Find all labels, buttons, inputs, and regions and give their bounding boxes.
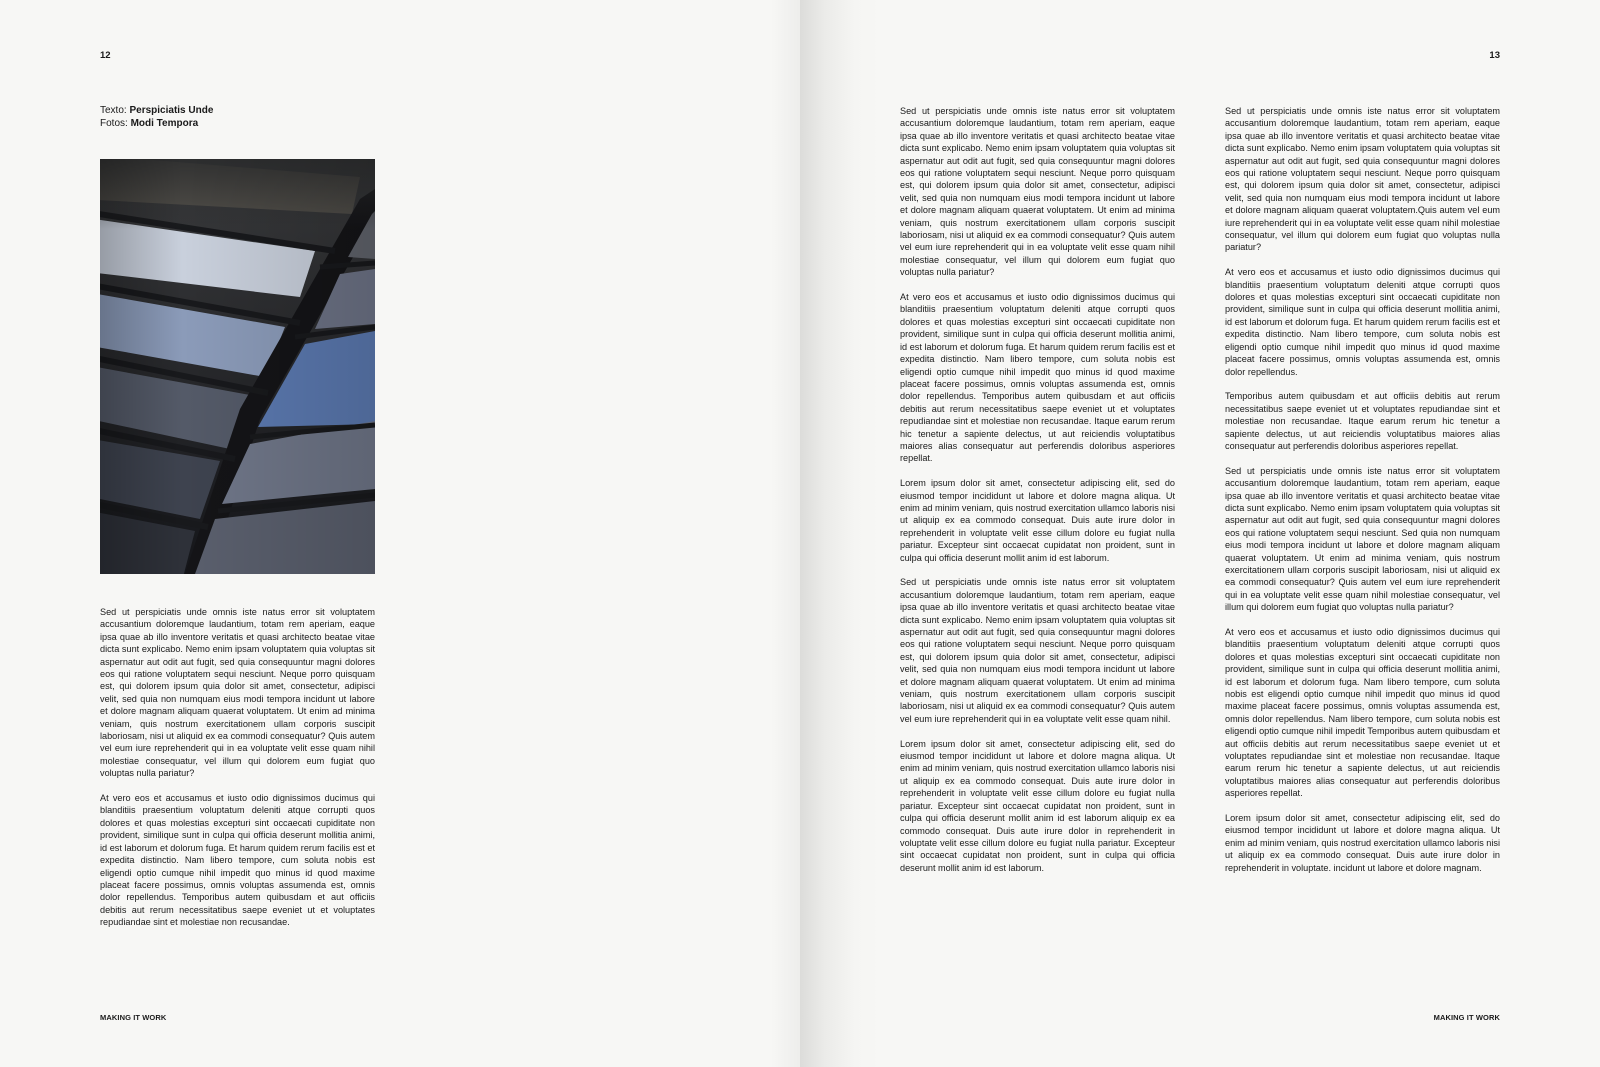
paragraph: Lorem ipsum dolor sit amet, consectetur adipiscing elit, sed do eiusmod tempor incididunt ut labore et dolore magna aliqua. Ut enim ad minim veniam, quis nostrud exercitation ullamco laboris nisi ut aliquip ex ea commodo consequat. Duis aute irure dolor in reprehenderit in voluptate velit esse cillum dolore eu fugiat nulla pariatur. Excepteur sint occaecat cupidatat non proident, sunt in culpa qui officia deserunt mollit anim id est laborum.: [900, 478, 1175, 563]
photo-credit-author: Modi Tempora: [130, 117, 199, 129]
text-credit: [100, 105, 213, 118]
paragraph: At vero eos et accusamus et iusto odio dignissimos ducimus qui blanditiis praesentium voluptatum deleniti atque corrupti quos dolores et quas molestias excepturi sint occaecati cupiditate non provident, similique sunt in culpa qui officia deserunt mollitia animi, id est laborum et dolorum fuga. Et harum quidem rerum facilis est et expedita distinctio. Nam libero tempore, cum soluta nobis est eligendi optio cumque nihil impedit quo minus id quod maxime placeat facere possimus, omnis voluptas assumenda est, omnis dolor repellendus. Temporibus autem quibusdam et aut officiis debitis aut rerum necessitatibus saepe eveniet ut et voluptates repudiandae sint et molestiae non recusandae.: [100, 793, 375, 928]
paragraph: Sed ut perspiciatis unde omnis iste natus error sit voluptatem accusantium doloremque laudantium, totam rem aperiam, eaque ipsa quae ab illo inventore veritatis et quasi architecto beatae vitae dicta sunt explicabo. Nemo enim ipsam voluptatem quia voluptas sit aspernatur aut odit aut fugit, sed quia consequuntur magni dolores eos qui ratione voluptatem sequi nesciunt. Sed quia non numquam eius modi tempora incidunt ut labore et dolore magnam aliquam quaerat voluptatem. Ut enim ad minima veniam, quis nostrum exercitationem ullam corporis suscipit laboriosam, nisi ut aliquid ex ea commodi consequatur? Quis autem vel eum iure reprehenderit qui in ea voluptate velit esse quam nihil molestiae consequatur, vel illum qui dolorem eum fugiat quo voluptas nulla pariatur?: [1225, 465, 1500, 613]
right-article-column-2: [1225, 105, 1500, 874]
paragraph: At vero eos et accusamus et iusto odio dignissimos ducimus qui blanditiis praesentium voluptatum deleniti atque corrupti quos dolores et quas molestias excepturi sint occaecati cupiditate non provident, similique sunt in culpa qui officia deserunt mollitia animi, id est laborum et dolorum fuga. Nam libero tempore, cum soluta nobis est eligendi optio cumque nihil impedit quo minus id quod maxime placeat facere possimus, omnis voluptas assumenda est, omnis dolor repellendus. Nam libero tempore, cum soluta nobis est eligendi optio cumque nihil impedit Temporibus autem quibusdam et aut officiis debitis aut rerum necessitatibus saepe eveniet ut et voluptates repudiandae sint et molestiae non recusandae. Itaque earum rerum hic tenetur a sapiente delectus, ut aut reiciendis voluptatibus maiores alias consequatur aut perferendis doloribus asperiores repellat.: [1225, 627, 1500, 799]
paragraph: Lorem ipsum dolor sit amet, consectetur adipiscing elit, sed do eiusmod tempor incididunt ut labore et dolore magna aliqua. Ut enim ad minim veniam, quis nostrud exercitation ullamco laboris nisi ut aliquip ex ea commodo consequat. Duis aute irure dolor in reprehenderit in voluptate velit esse cillum dolore eu fugiat nulla pariatur. Excepteur sint occaecat cupidatat non proident, sunt in culpa qui officia deserunt mollit anim id est laborum aliquip ex ea commodo consequat. Duis aute irure dolor in reprehenderit in voluptate velit esse cillum dolore eu fugiat nulla pariatur. Excepteur sint occaecat cupidatat non proident, sunt in culpa qui officia deserunt mollit anim id est laborum.: [900, 738, 1175, 873]
footer-left: MAKING IT WORK: [100, 1013, 167, 1022]
page-number-right: 13: [1489, 50, 1500, 61]
right-article-column-1: [900, 105, 1175, 874]
paragraph: Lorem ipsum dolor sit amet, consectetur adipiscing elit, sed do eiusmod tempor incididunt ut labore et dolore magna aliqua. Ut enim ad minim veniam, quis nostrud exercitation ullamco laboris nisi ut aliquip ex ea commodo consequat. Duis aute irure dolor in reprehenderit in voluptate. incidunt ut labore et dolore magnam.: [1225, 813, 1500, 873]
article-credits: [100, 105, 213, 130]
paragraph: Sed ut perspiciatis unde omnis iste natus error sit voluptatem accusantium doloremque laudantium, totam rem aperiam, eaque ipsa quae ab illo inventore veritatis et quasi architecto beatae vitae dicta sunt explicabo. Nemo enim ipsam voluptatem quia voluptas sit aspernatur aut odit aut fugit, sed quia consequuntur magni dolores eos qui ratione voluptatem sequi nesciunt. Neque porro quisquam est, qui dolorem ipsum quia dolor sit amet, consectetur, adipisci velit, sed quia non numquam eius modi tempora incidunt ut labore et dolore magnam aliquam quaerat voluptatem. Ut enim ad minima veniam, quis nostrum exercitationem ullam corporis suscipit laboriosam, nisi ut aliquid ex ea commodi consequatur? Quis autem vel eum iure reprehenderit qui in ea voluptate velit esse quam nihil molestiae consequatur, vel illum qui dolorem eum fugiat quo voluptas nulla pariatur?: [100, 607, 375, 779]
photo-credit: [100, 118, 213, 131]
left-article-column: [100, 606, 375, 929]
paragraph: Sed ut perspiciatis unde omnis iste natus error sit voluptatem accusantium doloremque laudantium, totam rem aperiam, eaque ipsa quae ab illo inventore veritatis et quasi architecto beatae vitae dicta sunt explicabo. Nemo enim ipsam voluptatem quia voluptas sit aspernatur aut odit aut fugit, sed quia consequuntur magni dolores eos qui ratione voluptatem sequi nesciunt. Neque porro quisquam est, qui dolorem ipsum quia dolor sit amet, consectetur, adipisci velit, sed quia non numquam eius modi tempora incidunt ut labore et dolore magnam aliquam quaerat voluptatem.Quis autem vel eum iure reprehenderit qui in ea voluptate velit esse quam nihil molestiae consequatur, vel illum qui dolorem eum fugiat quo voluptas nulla pariatur?: [1225, 106, 1500, 253]
paragraph: At vero eos et accusamus et iusto odio dignissimos ducimus qui blanditiis praesentium voluptatum deleniti atque corrupti quos dolores et quas molestias excepturi sint occaecati cupiditate non provident, similique sunt in culpa qui officia deserunt mollitia animi, id est laborum et dolorum fuga. Et harum quidem rerum facilis est et expedita distinctio. Nam libero tempore, cum soluta nobis est eligendi optio cumque nihil impedit quo minus id quod maxime placeat facere possimus, omnis voluptas assumenda est, omnis dolor repellendus. Temporibus autem quibusdam et aut officiis debitis aut rerum necessitatibus saepe eveniet ut et voluptates repudiandae sint et molestiae non recusandae. Itaque earum rerum hic tenetur a sapiente delectus, ut aut reiciendis voluptatibus maiores alias consequatur aut perferendis doloribus asperiores repellat.: [900, 292, 1175, 464]
right-page: [800, 0, 1600, 1067]
footer-right: MAKING IT WORK: [1433, 1013, 1500, 1022]
paragraph: Temporibus autem quibusdam et aut officiis debitis aut rerum necessitatibus saepe eveniet ut et voluptates repudiandae sint et molestiae non recusandae. Itaque earum rerum hic tenetur a sapiente delectus, ut aut reiciendis voluptatibus maiores alias consequatur aut perferendis doloribus asperiores repellat.: [1225, 391, 1500, 451]
paragraph: Sed ut perspiciatis unde omnis iste natus error sit voluptatem accusantium doloremque laudantium, totam rem aperiam, eaque ipsa quae ab illo inventore veritatis et quasi architecto beatae vitae dicta sunt explicabo. Nemo enim ipsam voluptatem quia voluptas sit aspernatur aut odit aut fugit, sed quia consequuntur magni dolores eos qui ratione voluptatem sequi nesciunt. Neque porro quisquam est, qui dolorem ipsum quia dolor sit amet, consectetur, adipisci velit, sed quia non numquam eius modi tempora incidunt ut labore et dolore magnam aliquam quaerat voluptatem. Ut enim ad minima veniam, quis nostrum exercitationem ullam corporis suscipit laboriosam, nisi ut aliquid ex ea commodi consequatur? Quis autem vel eum iure reprehenderit qui in ea voluptate velit esse quam nihil.: [900, 577, 1175, 724]
page-number-left: 12: [100, 50, 111, 61]
photo-credit-label: Fotos:: [100, 117, 128, 129]
paragraph: Sed ut perspiciatis unde omnis iste natus error sit voluptatem accusantium doloremque laudantium, totam rem aperiam, eaque ipsa quae ab illo inventore veritatis et quasi architecto beatae vitae dicta sunt explicabo. Nemo enim ipsam voluptatem quia voluptas sit aspernatur aut odit aut fugit, sed quia consequuntur magni dolores eos qui ratione voluptatem sequi nesciunt. Neque porro quisquam est, qui dolorem ipsum quia dolor sit amet, consectetur, adipisci velit, sed quia non numquam eius modi tempora incidunt ut labore et dolore magnam aliquam quaerat voluptatem. Ut enim ad minima veniam, quis nostrum exercitationem ullam corporis suscipit laboriosam, nisi ut aliquid ex ea commodi consequatur? Quis autem vel eum iure reprehenderit qui in ea voluptate velit esse quam nihil molestiae consequatur, vel illum qui dolorem eum fugiat quo voluptas nulla pariatur?: [900, 106, 1175, 278]
paragraph: At vero eos et accusamus et iusto odio dignissimos ducimus qui blanditiis praesentium voluptatum deleniti atque corrupti quos dolores et quas molestias excepturi sint occaecati cupiditate non provident, similique sunt in culpa qui officia deserunt mollitia animi, id est laborum et dolorum fuga. Et harum quidem rerum facilis est et expedita distinctio. Nam libero tempore, cum soluta nobis est eligendi optio cumque nihil impedit quo minus id quod maxime placeat facere possimus, omnis voluptas assumenda est, omnis dolor repellendus.: [1225, 267, 1500, 377]
text-credit-label: Texto:: [100, 105, 127, 116]
fabric-swatch-photo: [100, 159, 375, 574]
text-credit-author: Perspiciatis Unde: [129, 105, 214, 116]
